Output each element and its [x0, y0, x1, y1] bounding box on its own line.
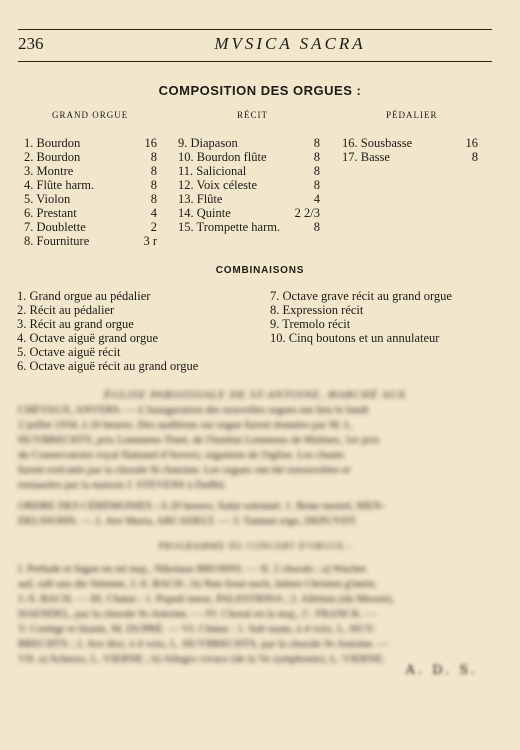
stop-item	[342, 150, 478, 164]
page-number: 236	[18, 34, 44, 53]
programme-line: I. Prélude et fugue en mi maj., Nikolaus BRUHNS. — II. 2 chorals : a) Wachet	[18, 563, 366, 575]
stop-value: 8	[150, 164, 157, 178]
stop-name: 4. Flûte harm.	[24, 178, 95, 192]
ordre-line: ORDRE DES CÉRÉMONIES : A 20 heures, Salut solennel. 1. Bone mortel, MEN-	[18, 500, 385, 512]
pedalier-heading: PÉDALIER	[386, 110, 438, 120]
stop-item	[178, 220, 320, 234]
stop-item	[342, 136, 478, 150]
article-heading-2: CHEVAUX, ANVERS. — L'inauguration des nouvelles orgues eut lieu le lundi	[18, 404, 369, 416]
stop-value: 8	[313, 220, 320, 234]
stop-value: 2 2/3	[294, 206, 320, 220]
stop-value: 8	[313, 136, 320, 150]
article-line: du Conservatoire royal flamand d'Anvers, organiste de l'église. Les chants	[18, 449, 345, 461]
stop-value: 4	[313, 192, 320, 206]
stop-name: 13. Flûte	[178, 192, 223, 206]
combinaison-item: 6. Octave aiguë récit au grand orgue	[17, 359, 199, 373]
combinaisons-left	[17, 289, 198, 373]
stop-value: 8	[471, 150, 478, 164]
combinaison-item: 4. Octave aiguë grand orgue	[17, 331, 159, 345]
recit-heading: RÉCIT	[237, 110, 268, 120]
grand-orgue-heading: GRAND ORGUE	[52, 110, 129, 120]
stop-value: 16	[144, 136, 157, 150]
stop-name: 14. Quinte	[178, 206, 231, 220]
combinaison-item: 2. Récit au pédalier	[17, 303, 115, 317]
combinaison-item: 8. Expression récit	[270, 303, 364, 317]
programme-line: auf, ruft uns die Stimme, J.-S. BACH ; b) Nun freut euch, lieben Christen g'mein,	[18, 578, 377, 590]
stop-item	[178, 206, 320, 220]
stop-value: 2	[150, 220, 157, 234]
programme-line: HAENDEL, par la chorale St-Antoine. — IV. Choral en la maj., C. FRANCK. —	[18, 608, 377, 620]
stop-name: 15. Trompette harm.	[178, 220, 281, 234]
stop-name: 17. Basse	[342, 150, 390, 164]
article-line: restaurées par la maison J. STEVENS à Duffel.	[18, 479, 227, 491]
composition-title: COMPOSITION DES ORGUES :	[158, 83, 362, 98]
stop-item	[178, 164, 320, 178]
programme-lines	[18, 562, 492, 667]
pedalier-stops	[342, 136, 478, 164]
programme-title: PROGRAMME DU CONCERT D'ORGUE :	[158, 541, 352, 551]
stop-item	[178, 136, 320, 150]
stop-value: 3 r	[143, 234, 157, 248]
combinaison-item: 10. Cinq boutons et un annulateur	[270, 331, 440, 345]
stop-value: 8	[313, 164, 320, 178]
combinaisons-right	[270, 289, 452, 345]
stop-item	[24, 206, 157, 220]
stop-value: 8	[313, 150, 320, 164]
stop-item	[24, 150, 157, 164]
article-line: 2 juillet 1934, à 20 heures. Des auditions sur orgue furent données par M. L.	[18, 419, 354, 431]
stop-name: 12. Voix céleste	[178, 178, 258, 192]
stop-value: 8	[150, 178, 157, 192]
stop-name: 6. Prestant	[24, 206, 77, 220]
stop-name: 3. Montre	[24, 164, 74, 178]
article-line: furent exécutés par la chorale St-Antoine. Les orgues ont été renouvelées et	[18, 464, 351, 476]
programme-line: BRECHTS ; 2. Ave dixi, à 4 voix, L. HUYBRECHTS, par la chorale St-Antoine. —	[18, 638, 389, 650]
combinaison-item: 9. Tremolo récit	[270, 317, 351, 331]
stop-value: 8	[150, 192, 157, 206]
stop-item	[178, 150, 320, 164]
combinaison-item: 1. Grand orgue au pédalier	[17, 289, 151, 303]
programme-line: J.-S. BACH. — III. Chœur : 1. Populi meus, PALESTRINA ; 2. Alleluia (du Messie),	[18, 593, 395, 605]
stop-name: 10. Bourdon flûte	[178, 150, 267, 164]
combinaison-item: 3. Récit au grand orgue	[17, 317, 134, 331]
combinaisons-title: COMBINAISONS	[215, 265, 305, 276]
stop-item	[178, 192, 320, 206]
stop-item	[24, 234, 157, 248]
programme-line: VII. a) Scherzo, L. VIERNE ; b) Allegro vivace (de la Ve symphonie), L. VIERNE.	[18, 653, 386, 665]
signature: A. D. S.	[405, 663, 478, 678]
stop-value: 4	[150, 206, 157, 220]
stop-item	[24, 178, 157, 192]
article-line: HUYBRECHTS, prix Lemmens-Tinel, de l'Institut Lemmens de Malines, 1er prix	[18, 434, 380, 446]
running-title: MVSICA SACRA	[214, 34, 366, 53]
stop-item	[24, 164, 157, 178]
header-rule	[18, 61, 492, 62]
stop-name: 5. Violon	[24, 192, 71, 206]
stop-name: 2. Bourdon	[24, 150, 81, 164]
stop-item	[24, 220, 157, 234]
stop-value: 16	[465, 136, 478, 150]
recit-stops	[178, 136, 320, 234]
stop-name: 7. Doublette	[24, 220, 86, 234]
stop-name: 11. Salicional	[178, 164, 247, 178]
stop-name: 9. Diapason	[178, 136, 238, 150]
programme-line: V. Cortège et litanie, M. DUPRÉ. — VI. Chœur : 1. Sub tuum, à 4 voix, L. HUY-	[18, 623, 376, 635]
top-rule	[18, 29, 492, 30]
stop-name: 1. Bourdon	[24, 136, 81, 150]
article-body	[18, 418, 492, 493]
stop-item	[24, 192, 157, 206]
combinaison-item: 7. Octave grave récit au grand orgue	[270, 289, 452, 303]
ordre-line: DELSSOHN. — 2. Ave Maria, ARCADELT. — 3. Tantum ergo, DEPUYDT.	[18, 515, 358, 527]
ordre-ceremonies	[18, 499, 492, 529]
stop-value: 8	[313, 178, 320, 192]
article-text	[18, 388, 492, 667]
stop-item	[178, 178, 320, 192]
grand-orgue-stops	[24, 136, 157, 248]
stop-name: 16. Sousbasse	[342, 136, 413, 150]
stop-item	[24, 136, 157, 150]
stop-name: 8. Fourniture	[24, 234, 90, 248]
stop-value: 8	[150, 150, 157, 164]
article-heading-1: ÉGLISE PAROISSIALE DE ST-ANTOINE, MARCHÉ AUX	[103, 389, 407, 401]
combinaison-item: 5. Octave aiguë récit	[17, 345, 121, 359]
